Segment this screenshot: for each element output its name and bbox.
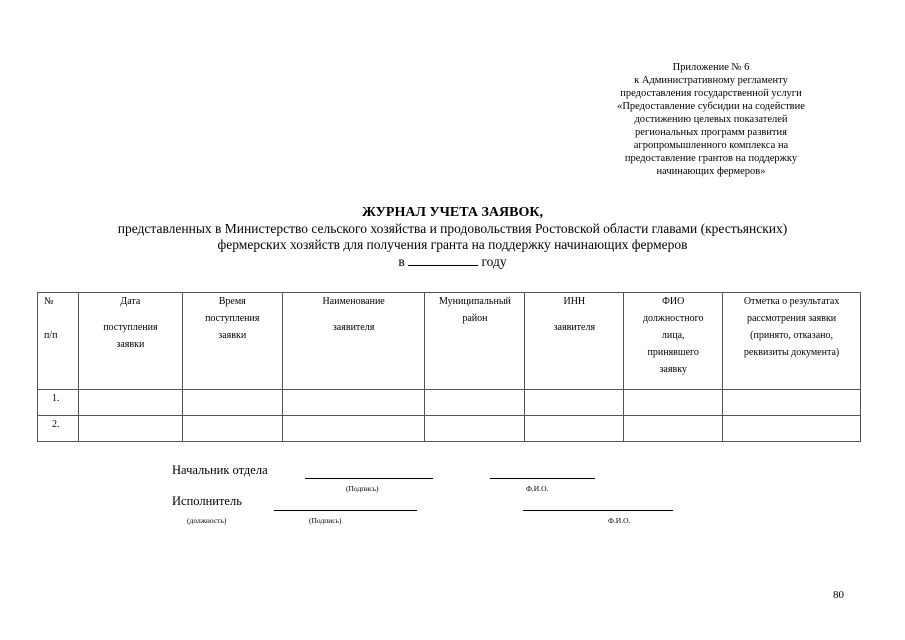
header-text: ФИО — [662, 296, 685, 307]
head-signature-line — [305, 478, 433, 479]
header-text: Наименование — [322, 296, 385, 307]
appendix-line: достижению целевых показателей — [634, 114, 788, 125]
table-cell: 2. — [38, 416, 79, 442]
header-text: должностного — [642, 313, 704, 324]
title-line-2: фермерских хозяйств для получения гранта на поддержку начинающих фермеров — [217, 237, 688, 252]
head-fio-caption: Ф.И.О. — [526, 484, 549, 493]
header-text: поступления — [205, 313, 260, 324]
header-text: рассмотрения заявки — [746, 313, 837, 324]
header-text: принявшего — [647, 347, 699, 358]
header-review-result — [723, 293, 861, 390]
appendix-line: предоставления государственной услуги — [620, 88, 802, 99]
executor-signature-line — [274, 510, 417, 511]
header-time — [182, 293, 282, 390]
appendix-line: предоставление грантов на поддержку — [624, 153, 798, 164]
header-text: заявителя — [332, 322, 375, 333]
executor-fio-line — [523, 510, 673, 511]
table-cell — [425, 390, 525, 416]
header-text: п/п — [44, 330, 58, 341]
header-text: (принято, отказано, — [750, 330, 833, 341]
header-text: Время — [218, 296, 246, 307]
table-cell — [78, 390, 182, 416]
table-cell — [624, 416, 723, 442]
table-row — [38, 390, 861, 416]
year-suffix: году — [481, 254, 507, 269]
year-blank — [408, 253, 478, 266]
appendix-line: начинающих фермеров» — [656, 166, 766, 177]
header-text: Муниципальный — [438, 296, 511, 307]
title-line-1: представленных в Министерство сельского хозяйства и продовольствия Ростовской области главами (крестьянских) — [117, 221, 788, 236]
table-cell — [723, 416, 861, 442]
header-date — [78, 293, 182, 390]
header-inn — [525, 293, 624, 390]
table-cell — [525, 390, 624, 416]
year-prefix: в — [398, 254, 405, 269]
executor-signature-caption: (Подпись) — [309, 516, 342, 525]
table-header-row — [38, 293, 861, 390]
header-text: Дата — [120, 296, 141, 307]
header-text: Отметка о результатах — [743, 296, 840, 307]
header-text: заявки — [116, 339, 145, 350]
header-text: ИНН — [563, 296, 586, 307]
table-cell — [525, 416, 624, 442]
page-number: 80 — [833, 589, 844, 601]
appendix-line: агропромышленного комплекса на — [633, 140, 789, 151]
applications-journal-table — [37, 292, 861, 442]
table-cell — [425, 416, 525, 442]
table-cell — [624, 390, 723, 416]
appendix-note — [580, 61, 842, 178]
head-of-department-label: Начальник отдела — [172, 463, 268, 477]
executor-label: Исполнитель — [172, 494, 242, 508]
appendix-line: Приложение № 6 — [672, 62, 750, 73]
table-cell — [282, 390, 425, 416]
header-text: поступления — [103, 322, 158, 333]
header-text: район — [462, 313, 488, 324]
title-main: ЖУРНАЛ УЧЕТА ЗАЯВОК, — [361, 205, 544, 220]
header-text: лица, — [661, 330, 685, 341]
table-cell — [282, 416, 425, 442]
header-municipal-district — [425, 293, 525, 390]
executor-fio-caption: Ф.И.О. — [608, 516, 631, 525]
header-number — [38, 293, 79, 390]
table-cell: 1. — [38, 390, 79, 416]
header-text: реквизиты документа) — [743, 347, 840, 358]
header-text: № — [44, 296, 54, 307]
table-cell — [182, 416, 282, 442]
year-line — [0, 253, 905, 270]
table-cell — [182, 390, 282, 416]
header-text: заявку — [659, 364, 687, 375]
table-row — [38, 416, 861, 442]
appendix-line: региональных программ развития — [635, 127, 787, 138]
head-fio-line — [490, 478, 595, 479]
header-applicant-name — [282, 293, 425, 390]
header-text: заявителя — [553, 322, 596, 333]
header-official-fio — [624, 293, 723, 390]
executor-position-caption: (должность) — [187, 516, 227, 525]
table-cell — [723, 390, 861, 416]
appendix-line: к Административному регламенту — [634, 75, 788, 86]
head-signature-caption: (Подпись) — [346, 484, 379, 493]
document-title — [0, 205, 905, 270]
header-text: заявки — [218, 330, 247, 341]
appendix-line: «Предоставление субсидии на содействие — [617, 101, 805, 112]
table-cell — [78, 416, 182, 442]
